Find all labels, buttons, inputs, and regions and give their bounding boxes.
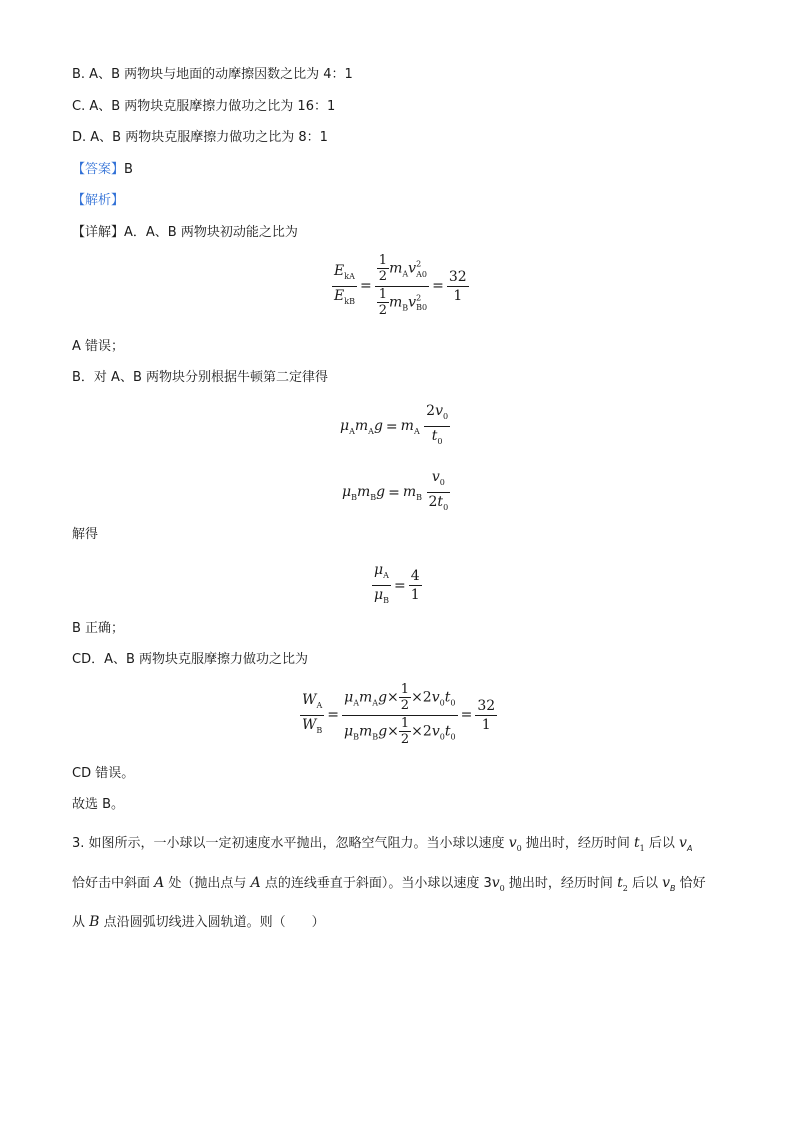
answer-line — [72, 161, 133, 179]
b-intro-line: B．对 A、B 两物块分别根据牛顿第二定律得 — [72, 370, 328, 385]
answer-value: B — [124, 162, 133, 177]
ek-fraction: $\frac{E_{kA}}{E_{kB}}$ — [334, 262, 355, 306]
formula-ek-ratio: $\frac{E_{kA}}{E_{kB}}$ = $\frac{1}{2}$ $m_Av^2_{A0}$ $\frac{1}{2}$ $m_Bv^2_{B0}$ = $\frac{32}{1}$ — [334, 253, 467, 318]
option-c: C. A、B 两物块克服摩擦力做功之比为 16：1 — [72, 99, 336, 114]
mu-fraction: $\frac{\mu_A}{\mu_B}$ — [374, 562, 389, 605]
formula-newton-b: $\mu_Bm_Bg = m_B$ $\frac{v_0}{2t_0}$ — [342, 468, 450, 517]
newton-a-fraction: $\frac{2v_0}{t_0}$ — [426, 403, 449, 446]
option-d: D. A、B 两物块克服摩擦力做功之比为 8：1 — [72, 130, 328, 145]
work-big-fraction: $\mu_Am_Ag\times$ $\frac{1}{2}$ $\times 2v_0t_0$ $\mu_Bm_Bg\times$ $\frac{1}{2}$ $\times 2v_0t_0$ — [344, 682, 456, 747]
analysis-tag: 【解析】 — [72, 193, 125, 208]
ek-result-fraction: $\frac{32}{1}$ — [448, 268, 467, 304]
formula-mu-ratio: $\frac{\mu_A}{\mu_B}$ = $\frac{4}{1}$ — [372, 561, 422, 610]
newton-b-fraction: $\frac{v_0}{2t_0}$ — [428, 469, 449, 512]
formula-newton-a: $\mu_Am_Ag = m_A$ $\frac{2v_0}{t_0}$ — [340, 402, 450, 451]
detail-line — [72, 224, 298, 242]
solve-line: 解得 — [72, 527, 99, 542]
option-b: B. A、B 两物块与地面的动摩擦因数之比为 4：1 — [72, 67, 353, 82]
work-fraction: $\frac{W_A}{W_B}$ — [302, 691, 323, 735]
b-right-line: B 正确； — [72, 621, 125, 636]
question3-line2: 恰好击中斜面 A 处（抛出点与 A 点的连线垂直于斜面）。当小球以速度 $3v_0$ 抛出时，经历时间 $t_2$ 后以 $v_B$ 恰好 — [72, 875, 706, 893]
cd-wrong-line: CD 错误。 — [72, 766, 135, 781]
detail-a-text: A．A、B 两物块初动能之比为 — [124, 225, 298, 240]
question3-line1: 3. 如图所示，一小球以一定初速度水平抛出，忽略空气阻力。当小球以速度 $v_0$ 抛出时，经历时间 $t_1$ 后以 $v_A$ — [72, 835, 693, 853]
choose-line: 故选 B。 — [72, 797, 125, 812]
work-result-fraction: $\frac{32}{1}$ — [477, 697, 496, 733]
answer-tag: 【答案】 — [72, 162, 125, 177]
detail-tag: 【详解】 — [72, 225, 125, 240]
cd-intro-line: CD．A、B 两物块克服摩擦力做功之比为 — [72, 652, 309, 667]
a-wrong-line: A 错误； — [72, 339, 125, 354]
ek-big-fraction: $\frac{1}{2}$ $m_Av^2_{A0}$ $\frac{1}{2}$ $m_Bv^2_{B0}$ — [375, 253, 429, 319]
question3-line3: 从 B 点沿圆弧切线进入圆轨道。则（ ） — [72, 914, 325, 930]
formula-work-ratio: $\frac{W_A}{W_B}$ = $\mu_Am_Ag\times$ $\frac{1}{2}$ $\times 2v_0t_0$ $\mu_Bm_Bg\times$ $\frac{1}{2}$ $\times 2v_0t_0$ = $\frac{32}{1}$ — [302, 682, 496, 747]
mu-result-fraction: $\frac{4}{1}$ — [410, 568, 420, 603]
analysis-line — [72, 192, 124, 210]
